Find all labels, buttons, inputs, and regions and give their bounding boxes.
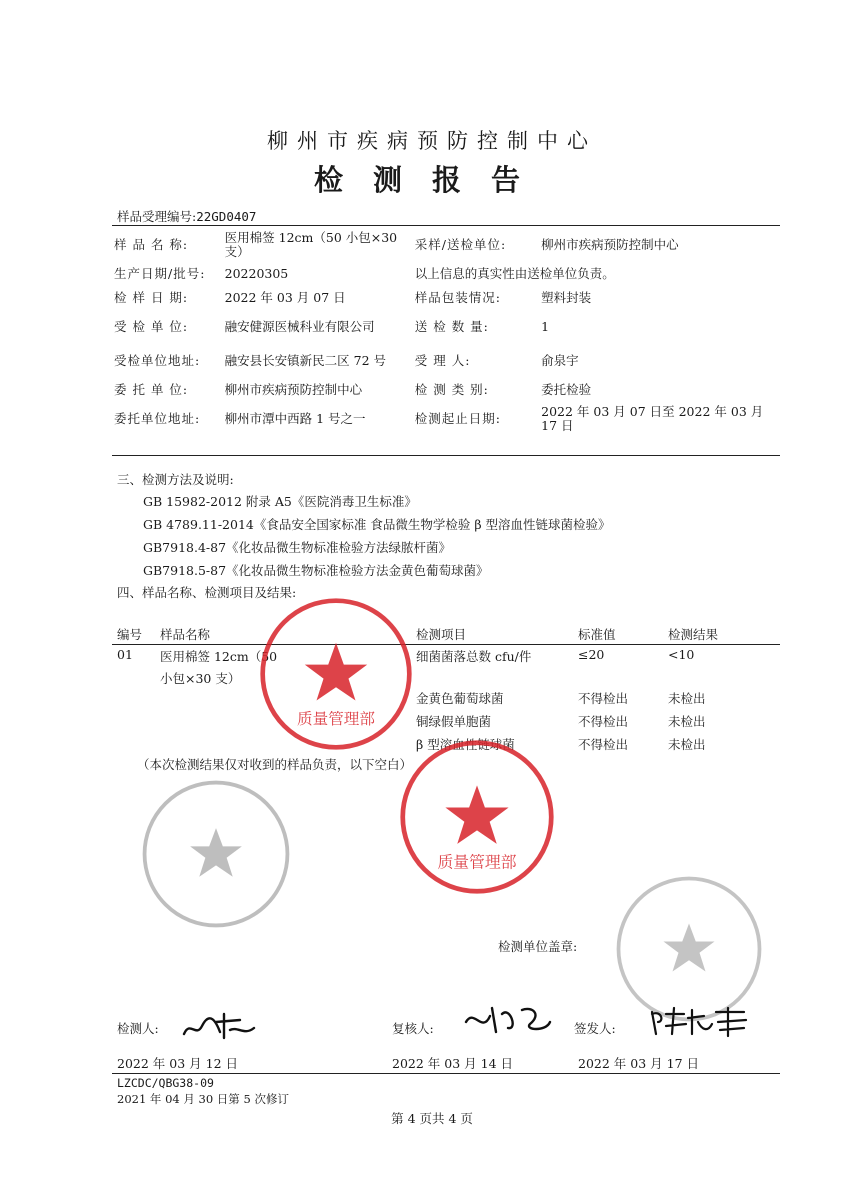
test-item: 铜绿假单胞菌 bbox=[416, 714, 492, 729]
results-note: （本次检测结果仅对收到的样品负责，以下空白） bbox=[137, 757, 413, 772]
info-value: 塑料封装 bbox=[541, 290, 592, 305]
issuer-signature-svg bbox=[648, 1004, 752, 1040]
method-item: GB 4789.11-2014《食品安全国家标准 食品微生物学检验 β 型溶血性链球菌检验》 bbox=[143, 517, 611, 532]
info-label: 委 托 单 位: bbox=[114, 382, 189, 397]
info-bottom-rule bbox=[112, 455, 780, 456]
info-value: 融安县长安镇新民二区 72 号 bbox=[224, 353, 386, 368]
footer-rule bbox=[112, 1073, 780, 1074]
sample-number-value: 22GD0407 bbox=[196, 209, 257, 224]
test-standard: 不得检出 bbox=[578, 714, 629, 729]
reviewer-signature bbox=[462, 1002, 554, 1042]
results-col-result: 检测结果 bbox=[668, 627, 719, 642]
info-label: 样 品 名 称: bbox=[114, 237, 189, 252]
sample-id: 01 bbox=[117, 647, 133, 662]
results-col-id: 编号 bbox=[117, 627, 143, 642]
info-row bbox=[112, 286, 780, 310]
issuer-signature bbox=[648, 1004, 752, 1044]
gray-seal-left bbox=[140, 778, 292, 930]
test-standard: ≤20 bbox=[578, 647, 605, 662]
methods-heading: 三、检测方法及说明: bbox=[117, 472, 234, 487]
info-row bbox=[112, 402, 780, 436]
test-result: 未检出 bbox=[668, 691, 706, 706]
info-row bbox=[112, 262, 780, 286]
revision-note: 2021 年 04 月 30 日第 5 次修订 bbox=[117, 1092, 289, 1106]
info-label: 生产日期/批号: bbox=[114, 266, 206, 281]
info-label: 受检单位地址: bbox=[114, 353, 201, 368]
sample-name: 医用棉签 12cm（50 bbox=[160, 649, 278, 664]
test-item: 细菌菌落总数 cfu/件 bbox=[416, 649, 532, 664]
info-value: 柳州市疾病预防控制中心 bbox=[541, 237, 679, 252]
report-title: 检测报告 bbox=[313, 163, 550, 197]
info-value: 2022 年 03 月 07 日至 2022 年 03 月 17 日 bbox=[541, 404, 764, 433]
info-label: 受 理 人: bbox=[414, 353, 471, 368]
stamp-label: 检测单位盖章: bbox=[498, 939, 578, 954]
red-seal-bottom-svg bbox=[398, 738, 556, 896]
test-result: 未检出 bbox=[668, 737, 706, 752]
sample-name: 小包×30 支） bbox=[160, 671, 241, 686]
info-value: 医用棉签 12cm（50 小包×30 支） bbox=[224, 230, 398, 259]
info-table bbox=[112, 228, 780, 436]
tester-date: 2022 年 03 月 12 日 bbox=[117, 1056, 238, 1071]
gray-seal-left-svg bbox=[140, 778, 292, 930]
info-row bbox=[112, 344, 780, 378]
sample-number-label: 样品受理编号: bbox=[117, 209, 197, 224]
reviewer-label: 复核人: bbox=[392, 1021, 434, 1036]
test-standard: 不得检出 bbox=[578, 691, 629, 706]
info-label: 检 样 日 期: bbox=[114, 290, 189, 305]
info-value: 俞泉宇 bbox=[541, 353, 579, 368]
sample-number bbox=[117, 207, 256, 225]
results-header-rule bbox=[112, 644, 780, 645]
gray-seal-right-svg bbox=[614, 874, 764, 1024]
page-number: 第 4 页共 4 页 bbox=[391, 1111, 473, 1126]
info-label: 受 检 单 位: bbox=[114, 319, 189, 334]
info-value: 20220305 bbox=[224, 266, 289, 281]
info-label: 检 测 类 别: bbox=[414, 382, 489, 397]
tester-signature bbox=[180, 1008, 260, 1048]
red-seal-top-svg bbox=[258, 596, 414, 752]
info-value: 1 bbox=[541, 319, 550, 334]
info-value: 柳州市疾病预防控制中心 bbox=[224, 382, 363, 397]
info-top-rule bbox=[112, 225, 780, 226]
test-item: β 型溶血性链球菌 bbox=[416, 737, 515, 752]
info-value: 柳州市潭中西路 1 号之一 bbox=[224, 411, 366, 426]
test-result: <10 bbox=[668, 647, 695, 662]
reviewer-date: 2022 年 03 月 14 日 bbox=[392, 1056, 513, 1071]
results-col-standard: 标准值 bbox=[578, 627, 616, 642]
reviewer-signature-svg bbox=[462, 1002, 554, 1038]
organization-name: 柳州市疾病预防控制中心 bbox=[267, 129, 597, 153]
info-row bbox=[112, 378, 780, 402]
info-label: 检测起止日期: bbox=[414, 411, 501, 426]
red-seal-bottom-sub: 质量管理部 bbox=[437, 852, 517, 872]
tester-label: 检测人: bbox=[117, 1021, 159, 1036]
gray-seal-right bbox=[614, 874, 764, 1024]
results-heading: 四、样品名称、检测项目及结果: bbox=[117, 585, 297, 600]
tester-signature-svg bbox=[180, 1008, 260, 1042]
info-value: 融安健源医械科业有限公司 bbox=[224, 319, 375, 334]
method-item: GB7918.4-87《化妆品微生物标准检验方法绿脓杆菌》 bbox=[143, 540, 452, 555]
test-standard: 不得检出 bbox=[578, 737, 629, 752]
info-label: 委托单位地址: bbox=[114, 411, 201, 426]
method-item: GB 15982-2012 附录 A5《医院消毒卫生标准》 bbox=[143, 494, 417, 509]
results-col-name: 样品名称 bbox=[160, 627, 211, 642]
method-item: GB7918.5-87《化妆品微生物标准检验方法金黄色葡萄球菌》 bbox=[143, 563, 489, 578]
red-seal-top-sub: 质量管理部 bbox=[297, 709, 375, 728]
issuer-date: 2022 年 03 月 17 日 bbox=[578, 1056, 699, 1071]
test-item: 金黄色葡萄球菌 bbox=[416, 691, 504, 706]
results-col-item: 检测项目 bbox=[416, 627, 467, 642]
test-result: 未检出 bbox=[668, 714, 706, 729]
red-seal-bottom bbox=[398, 738, 556, 896]
red-seal-top bbox=[258, 596, 414, 752]
info-label: 样品包装情况: bbox=[414, 290, 501, 305]
form-number: LZCDC/QBG38-09 bbox=[117, 1076, 214, 1090]
info-note: 以上信息的真实性由送检单位负责。 bbox=[414, 266, 615, 281]
info-label: 送 检 数 量: bbox=[414, 319, 489, 334]
info-row bbox=[112, 310, 780, 344]
info-row bbox=[112, 228, 780, 262]
info-label: 采样/送检单位: bbox=[414, 237, 507, 252]
info-value: 2022 年 03 月 07 日 bbox=[224, 290, 346, 305]
info-value: 委托检验 bbox=[541, 382, 592, 397]
issuer-label: 签发人: bbox=[574, 1021, 616, 1036]
